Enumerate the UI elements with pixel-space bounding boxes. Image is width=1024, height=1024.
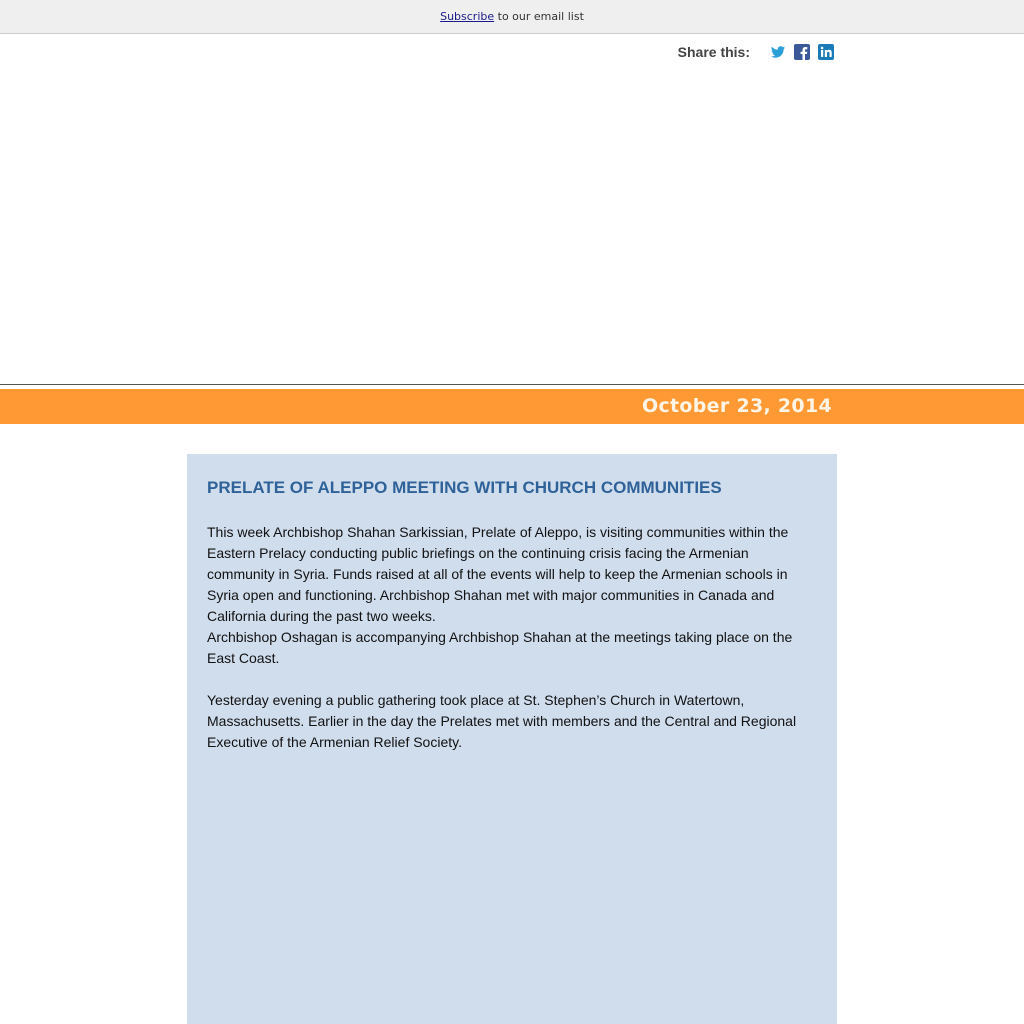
paragraph-gap (207, 669, 817, 690)
subscribe-bar (0, 0, 1024, 34)
article-headline: PRELATE OF ALEPPO MEETING WITH CHURCH COMMUNITIES (207, 478, 722, 497)
issue-date: October 23, 2014 (642, 395, 832, 417)
article-paragraph-2: Archbishop Oshagan is accompanying Archbishop Shahan at the meetings taking place on the East Coast. (207, 629, 793, 666)
subscribe-text: to our email list (494, 10, 584, 23)
share-label: Share this: (677, 44, 750, 60)
share-bar (678, 44, 834, 60)
subscribe-link[interactable]: Subscribe (440, 10, 495, 23)
linkedin-icon[interactable] (818, 44, 834, 60)
article-paragraph-1: This week Archbishop Shahan Sarkissian, Prelate of Aleppo, is visiting communities within the Eastern Prelacy conducting public briefings on the continuing crisis facing the Armenian community in Syria. Funds raised at all of the events will help to keep the Armenian schools in Syria open and functioning. Archbishop Shahan met with major communities in Canada and California during the past two weeks. (207, 524, 789, 624)
article-card (187, 454, 837, 1024)
header-divider (0, 384, 1024, 385)
facebook-icon[interactable] (794, 44, 810, 60)
twitter-icon[interactable] (770, 44, 786, 60)
date-band (0, 389, 1024, 424)
article-paragraph-3: Yesterday evening a public gathering took place at St. Stephen’s Church in Watertown, Massachusetts. Earlier in the day the Prelates met with members and the Central and Regional Executive of the Armenian Relief Society. (207, 692, 797, 750)
